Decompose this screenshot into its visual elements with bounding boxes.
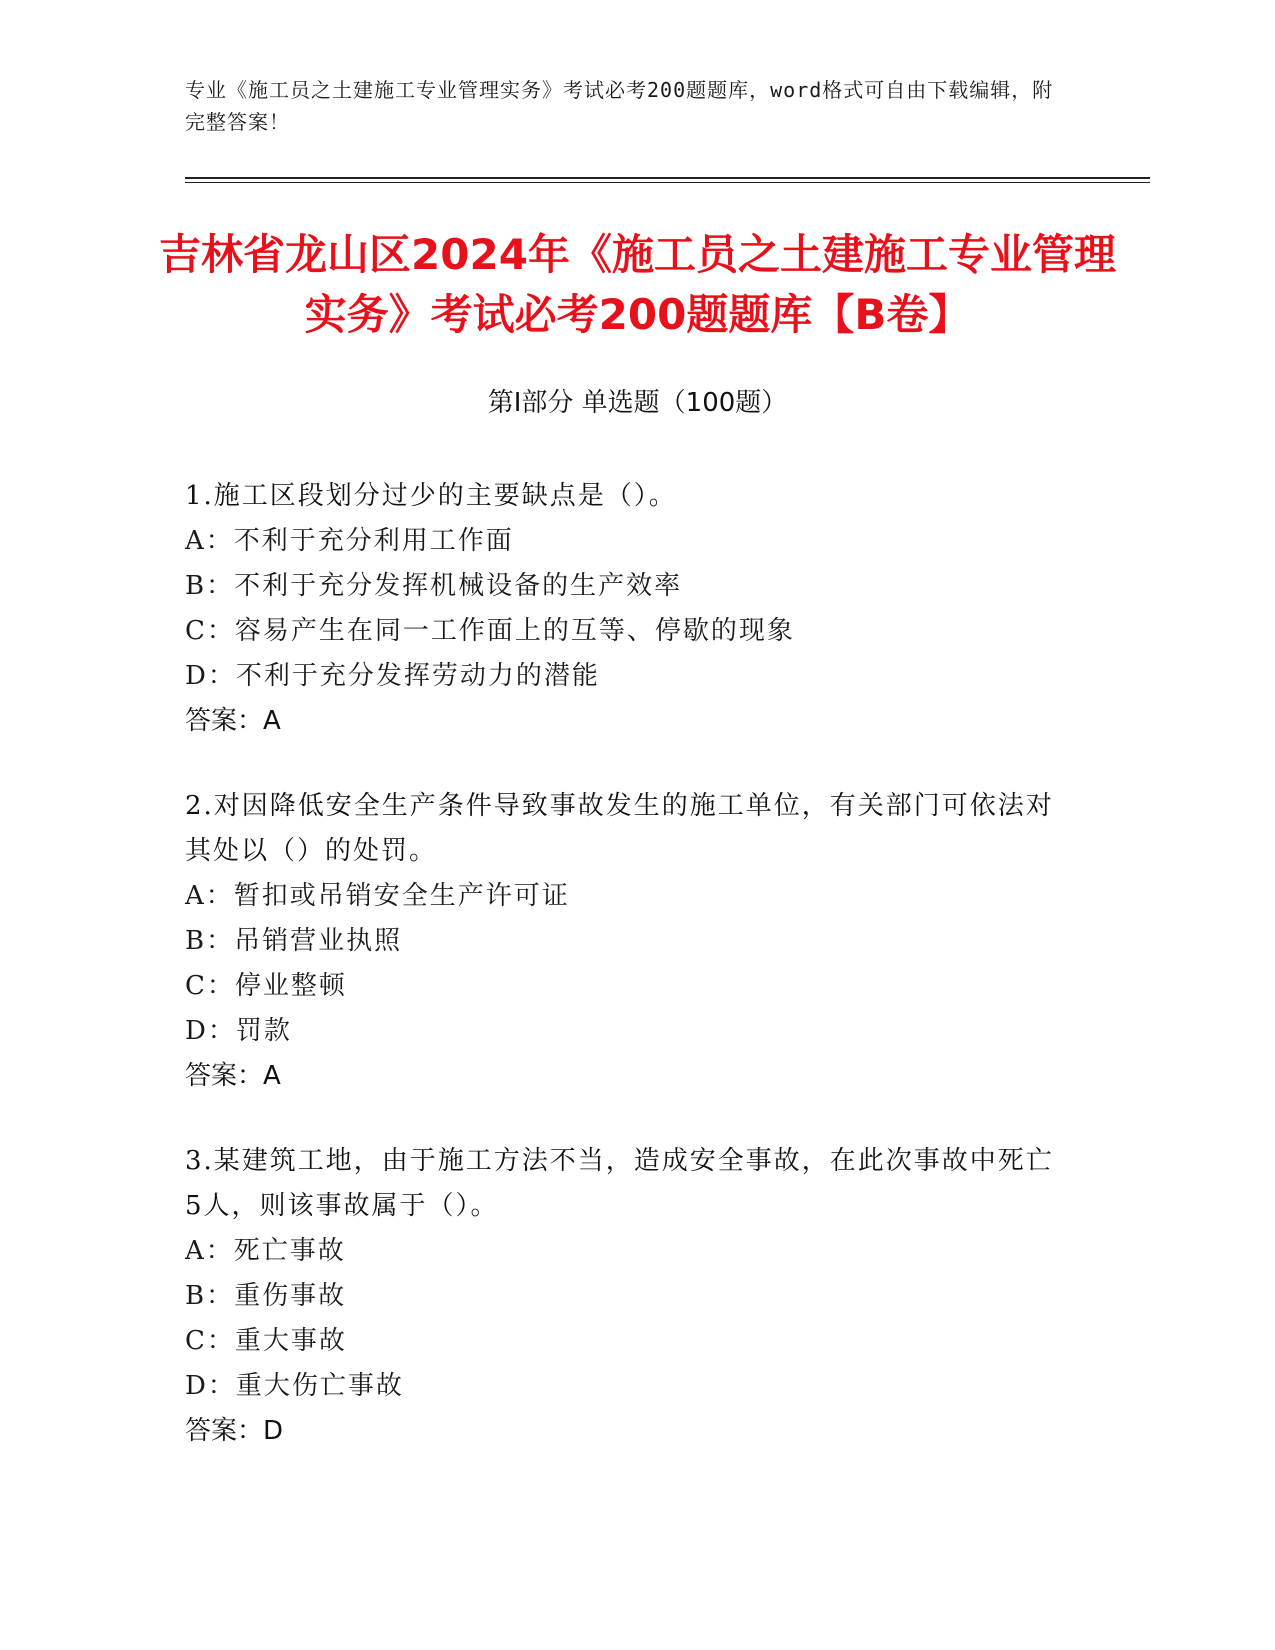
option-d: D：罚款 bbox=[185, 1016, 292, 1046]
option-a: A：不利于充分利用工作面 bbox=[185, 526, 514, 556]
option-b: B：不利于充分发挥机械设备的生产效率 bbox=[185, 571, 683, 601]
option-c: C：停业整顿 bbox=[185, 971, 347, 1001]
option-a: A：死亡事故 bbox=[185, 1236, 346, 1266]
question-stem: 3.某建筑工地，由于施工方法不当，造成安全事故，在此次事故中死亡5人，则该事故属于（）。 bbox=[185, 1146, 1054, 1221]
question-stem: 1.施工区段划分过少的主要缺点是（）。 bbox=[185, 481, 677, 511]
option-c: C：重大事故 bbox=[185, 1326, 347, 1356]
option-c: C：容易产生在同一工作面上的互等、停歇的现象 bbox=[185, 616, 795, 646]
question-1 bbox=[185, 474, 1065, 744]
option-b: B：吊销营业执照 bbox=[185, 926, 403, 956]
option-d: D：重大伤亡事故 bbox=[185, 1371, 404, 1401]
option-b: B：重伤事故 bbox=[185, 1281, 347, 1311]
question-list bbox=[185, 474, 1065, 1454]
header-rule-thick bbox=[185, 177, 1150, 179]
header-note: 专业《施工员之土建施工专业管理实务》考试必考200题题库，word格式可自由下载编辑，附完整答案！ bbox=[185, 78, 1054, 134]
question-3 bbox=[185, 1139, 1065, 1454]
header-rule-thin bbox=[185, 182, 1150, 183]
document-title: 吉林省龙山区2024年《施工员之土建施工专业管理实务》考试必考200题题库【B卷】 bbox=[159, 230, 1116, 339]
option-d: D：不利于充分发挥劳动力的潜能 bbox=[185, 661, 600, 691]
section-heading: 第Ⅰ部分 单选题（100题） bbox=[487, 388, 788, 418]
answer: 答案：A bbox=[185, 1061, 281, 1091]
option-a: A：暂扣或吊销安全生产许可证 bbox=[185, 881, 570, 911]
question-stem: 2.对因降低安全生产条件导致事故发生的施工单位，有关部门可依法对其处以（）的处罚。 bbox=[185, 791, 1054, 866]
answer: 答案：D bbox=[185, 1416, 284, 1446]
question-2 bbox=[185, 784, 1065, 1099]
answer: 答案：A bbox=[185, 706, 281, 736]
